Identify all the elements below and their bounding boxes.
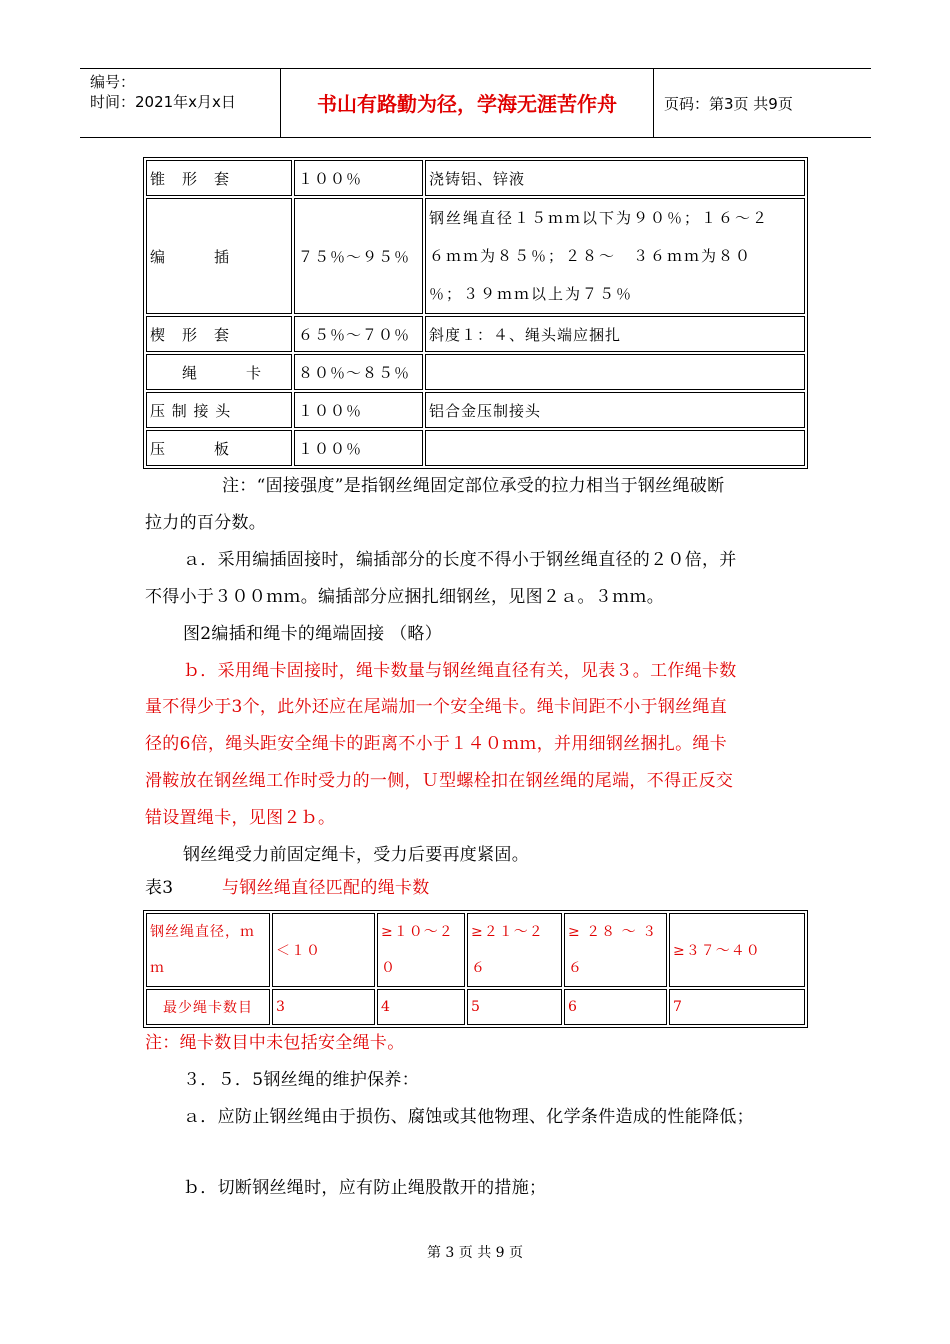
diameter-header-cell [146, 913, 270, 987]
header-meta-cell [80, 69, 281, 137]
range-cell [467, 913, 562, 987]
note-cell [425, 198, 805, 314]
count-cell: 3 [272, 989, 375, 1025]
note-cell [425, 430, 805, 466]
table-row [146, 989, 805, 1025]
note-line: ％；３９ｍｍ以上为７５％ [429, 285, 634, 303]
section-title: ３．５．5钢丝绳的维护保养： [183, 1070, 420, 1090]
range-cell: ≥３７～４０ [669, 913, 805, 987]
note-line: ６ｍｍ为８５％；２８～ ３６ｍｍ为８０ [429, 247, 753, 265]
count-cell: 5 [467, 989, 562, 1025]
diameter-header-line: ｍ [150, 960, 165, 976]
count-cell: 6 [564, 989, 667, 1025]
range-line: ≥ ２８ ～ ３ [568, 924, 658, 940]
note-cell: 斜度１：４、绳头端应捆扎 [425, 316, 805, 352]
serial-label: 编号： [90, 73, 136, 91]
range-cell: ＜１０ [272, 913, 375, 987]
table3-label: 表3 [145, 878, 174, 898]
count-label-cell: 最少绳卡数目 [146, 989, 270, 1025]
table-row [146, 913, 805, 987]
method-cell: 绳 卡 [146, 354, 292, 390]
header-page-info: 页码：第3页 共9页 [664, 95, 793, 113]
note-cell: 铝合金压制接头 [425, 392, 805, 428]
maintenance-item-b: ｂ．切断钢丝绳时，应有防止绳股散开的措施； [183, 1178, 547, 1198]
range-cell [564, 913, 667, 987]
para-fix: 钢丝绳受力前固定绳卡，受力后要再度紧固。 [183, 845, 529, 865]
page-footer: 第 3 页 共 9 页 [426, 1245, 524, 1261]
page-header [80, 68, 871, 138]
table-row [146, 316, 805, 352]
range-line: ≥１０～２ [381, 924, 454, 940]
rope-clip-count-table [143, 910, 808, 1028]
range-line: ０ [381, 960, 396, 976]
method-cell: 压 制 接 头 [146, 392, 292, 428]
para-a-line1: ａ．采用编插固接时，编插部分的长度不得小于钢丝绳直径的２０倍，并 [183, 550, 737, 570]
note-cell [425, 354, 805, 390]
maintenance-item-a: ａ．应防止钢丝绳由于损伤、腐蚀或其他物理、化学条件造成的性能降低； [183, 1107, 754, 1127]
para-b-line: 量不得少于3个，此外还应在尾端加一个安全绳卡。绳卡间距不小于钢丝绳直 [145, 697, 728, 717]
method-cell: 锥 形 套 [146, 160, 292, 196]
table-row [146, 160, 805, 196]
count-cell: 4 [377, 989, 465, 1025]
range-line: ６ [568, 960, 583, 976]
method-cell: 压 板 [146, 430, 292, 466]
table-row [146, 198, 805, 314]
para-b-line: 错设置绳卡，见图２ｂ。 [145, 808, 336, 828]
range-line: ６ [471, 960, 486, 976]
range-cell [377, 913, 465, 987]
method-cell: 编 插 [146, 198, 292, 314]
strength-cell: １００％ [294, 392, 423, 428]
table-row [146, 354, 805, 390]
strength-cell: １００％ [294, 160, 423, 196]
count-cell: 7 [669, 989, 805, 1025]
strength-cell: ７５％～９５％ [294, 198, 423, 314]
fixing-strength-table [143, 157, 808, 469]
method-cell: 楔 形 套 [146, 316, 292, 352]
diameter-header-line: 钢丝绳直径，ｍ [150, 924, 255, 940]
figure-caption: 图2编插和绳卡的绳端固接 （略） [183, 624, 443, 644]
para-b-line: 径的6倍，绳头距安全绳卡的距离不小于１４０ｍｍ，并用细钢丝捆扎。绳卡 [145, 734, 728, 754]
header-motto: 书山有路勤为径，学海无涯苦作舟 [281, 69, 654, 137]
strength-cell: ６５％～７０％ [294, 316, 423, 352]
date-label: 时间：2021年x月x日 [90, 93, 236, 111]
note-strength-line2: 拉力的百分数。 [145, 513, 267, 533]
strength-cell: １００％ [294, 430, 423, 466]
para-b-line: ｂ．采用绳卡固接时，绳卡数量与钢丝绳直径有关，见表３。工作绳卡数 [183, 661, 737, 681]
note-cell: 浇铸铝、锌液 [425, 160, 805, 196]
note-strength-line1: 注：“固接强度”是指钢丝绳固定部位承受的拉力相当于钢丝绳破断 [222, 476, 725, 496]
table-row [146, 392, 805, 428]
note-line: 钢丝绳直径１５ｍｍ以下为９０％；１６～２ [429, 209, 770, 227]
table-row [146, 430, 805, 466]
range-line: ≥２１～２ [471, 924, 544, 940]
table3-title: 与钢丝绳直径匹配的绳卡数 [222, 878, 430, 898]
para-a-line2: 不得小于３００ｍｍ。编插部分应捆扎细钢丝，见图２ａ。３ｍｍ。 [145, 587, 664, 607]
note-clip-count: 注：绳卡数目中未包括安全绳卡。 [145, 1033, 405, 1053]
strength-cell: ８０％～８５％ [294, 354, 423, 390]
para-b-line: 滑鞍放在钢丝绳工作时受力的一侧，Ｕ型螺栓扣在钢丝绳的尾端，不得正反交 [145, 771, 734, 791]
